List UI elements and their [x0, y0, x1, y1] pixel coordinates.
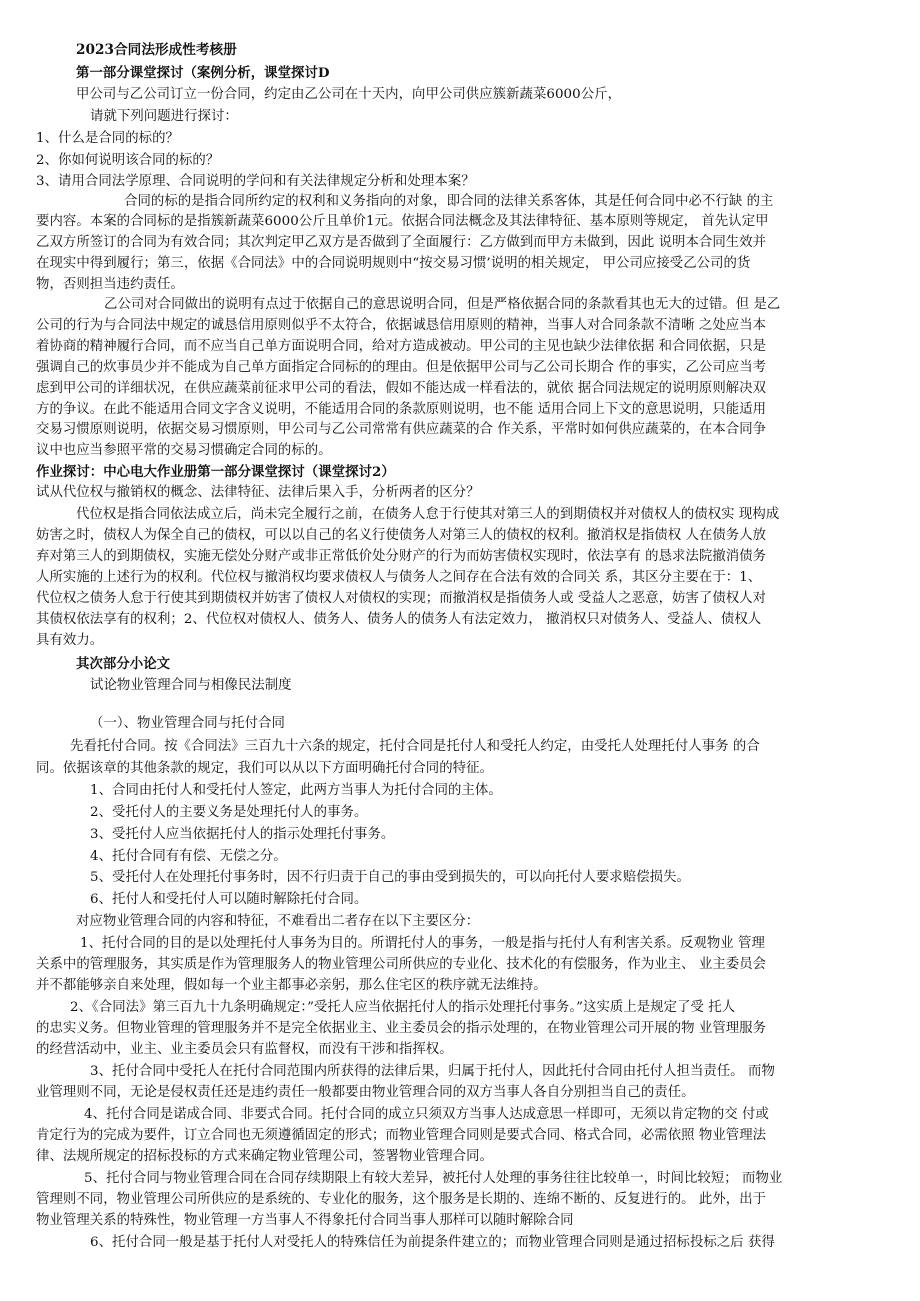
feature-item: 1、合同由托付人和受托付人签定，此两方当事人为托付合同的主体。	[90, 783, 502, 798]
question-item: 1、什么是合同的标的？	[36, 131, 179, 146]
diff4-line: 4、托付合同是诺成合同、非要式合同。托付合同的成立只须双方当事人达成意思一样即可，无须以肯定物的交 付或	[84, 1107, 769, 1122]
diff1-line: 关系中的管理服务，其实质是作为管理服务人的物业管理公司所供应的专业化、技术化的有偿服务，作为业主、 业主委员会	[36, 957, 767, 972]
answer2-line: 虑到甲公司的详细状况，在供应蔬菜前征求甲公司的看法，假如不能达成一样看法的，就依 据合同法规定的说明原则解决双	[36, 381, 767, 396]
homework-answer-line: 代位权是指合同依法成立后，尚未完全履行之前，在债务人怠于行使其对第三人的到期债权并对债权人的债权实 现构成	[76, 507, 780, 522]
homework-answer-line: 其债权依法享有的权利；2、代位权对债权人、债务人、债务人的债务人有法定效力， 撤消权只对债务人、受益人、债权人	[36, 612, 762, 627]
homework-answer-line: 妨害之时，债权人为保全自己的债权，可以以自己的名义行使债务人对第三人的债权的权利。撤消权是指债权 人在债务人放	[36, 528, 767, 543]
answer1-line: 乙双方所签订的合同为有效合同；其次判定甲乙双方是否做到了全面履行：乙方做到而甲方未做到，因此 说明本合同生效并	[36, 235, 767, 250]
diff4-line: 律、法规所规定的招标投标的方式来确定物业管理公司，签署物业管理合同。	[36, 1149, 493, 1164]
homework-heading: 作业探讨：中心电大作业册第一部分课堂探讨（课堂探讨2）	[36, 464, 395, 480]
feature-item: 6、托付人和受托付人可以随时解除托付合同。	[90, 892, 368, 907]
part1-heading: 第一部分课堂探讨（案例分析，课堂探讨D	[76, 65, 330, 81]
answer2-line: 强调自己的炊事员少并不能成为自己单方面指定合同标的的理由。但是依据甲公司与乙公司长期合 作的事实，乙公司应当考	[36, 360, 767, 375]
answer1-line: 物，否则担当违约责任。	[36, 277, 184, 292]
homework-answer-line: 弃对第三人的到期债权，实施无偿处分财产或非正常低价处分财产的行为而妨害债权实现时，依法享有 的恳求法院撤消债务	[36, 549, 767, 564]
intro-line: 同。依据该章的其他条款的规定，我们可以从以下方面明确托付合同的特征。	[36, 761, 493, 776]
answer1-line: 合同的标的是指合同所约定的权利和义务指向的对象，即合同的法律关系客体，其是任何合同中必不行缺 的主	[124, 194, 774, 209]
diff5-line: 5、托付合同与物业管理合同在合同存续期限上有较大差异，被托付人处理的事务往往比较单一，时间比较短； 而物业	[84, 1171, 783, 1186]
case-text: 甲公司与乙公司订立一份合同，约定由乙公司在十天内，向甲公司供应簇新蔬菜6000公斤，	[76, 87, 622, 102]
feature-item: 2、受托付人的主要义务是处理托付人的事务。	[90, 805, 368, 820]
section1-title: （一）、物业管理合同与托付合同	[90, 716, 285, 731]
answer2-line: 公司的行为与合同法中规定的诚恳信用原则似乎不太符合，依据诚恳信用原则的精神，当事人对合同条款不清晰 之处应当本	[36, 318, 767, 333]
diff3-line: 3、托付合同中受托人在托付合同范围内所获得的法律后果，归属于托付人，因此托付合同由托付人担当责任。 而物	[90, 1064, 775, 1079]
diff5-line: 管理则不同，物业管理公司所供应的是系统的、专业化的服务，这个服务是长期的、连绵不断的、反复进行的。 此外，出于	[36, 1192, 767, 1207]
answer1-line: 要内容。本案的合同标的是指簇新蔬菜6000公斤且单价1元。依据合同法概念及其法律特征、基本原则等规定， 首先认定甲	[36, 214, 769, 229]
homework-answer-line: 代位权之债务人怠于行使其到期债权并妨害了债权人对债权的实现；而撤消权是指债务人或 受益人之恶意，妨害了债权人对	[36, 591, 767, 606]
diff2-line: 的忠实义务。但物业管理的管理服务并不是完全依据业主、业主委员会的指示处理的，在物业管理公司开展的物 业管理服务	[36, 1021, 767, 1036]
essay-title: 试论物业管理合同与相像民法制度	[90, 678, 292, 693]
diff1-line: 1、托付合同的目的是以处理托付人事务为目的。所谓托付人的事务，一般是指与托付人有利害关系。反观物业 管理	[80, 936, 765, 951]
case-text: 请就下列问题进行探讨：	[90, 109, 238, 124]
homework-question: 试从代位权与撤销权的概念、法律特征、法律后果入手，分析两者的区分？	[36, 485, 480, 500]
answer2-line: 乙公司对合同做出的说明有点过于依据自己的意思说明合同，但是严格依据合同的条款看其也无大的过错。但 是乙	[104, 297, 781, 312]
feature-item: 3、受托付人应当依据托付人的指示处理托付事务。	[90, 827, 395, 842]
answer2-line: 交易习惯原则说明，依据交易习惯原则，甲公司与乙公司常常有供应蔬菜的合 作关系，平常时如何供应蔬菜的，在本合同争	[36, 422, 767, 437]
diff3-line: 业管理则不同，无论是侵权责任还是违约责任一般都要由物业管理合同的双方当事人各自分别担当自己的责任。	[36, 1085, 695, 1100]
answer2-line: 方的争议。在此不能适用合同文字含义说明，不能适用合同的条款原则说明，也不能 适用合同上下文的意思说明，只能适用	[36, 402, 767, 417]
homework-answer-line: 具有效力。	[36, 633, 104, 648]
diff2-line: 的经营活动中，业主、业主委员会只有监督权，而没有干涉和指挥权。	[36, 1042, 453, 1057]
diff6-line: 6、托付合同一般是基于托付人对受托人的特殊信任为前提条件建立的；而物业管理合同则是通过招标投标之后 获得	[90, 1235, 775, 1250]
document-title: 2023合同法形成性考核册	[76, 42, 237, 58]
question-item: 2、你如何说明该合同的标的？	[36, 153, 220, 168]
part2-heading: 其次部分小论文	[76, 656, 171, 672]
answer2-line: 着协商的精神履行合同，而不应当自己单方面说明合同，给对方造成被动。甲公司的主见也缺少法律依据 和合同依据，只是	[36, 339, 767, 354]
homework-answer-line: 人所实施的上述行为的权利。代位权与撤消权均要求债权人与债务人之间存在合法有效的合同关 系，其区分主要在于：1、	[36, 570, 762, 585]
intro-line: 先看托付合同。按《合同法》三百九十六条的规定，托付合同是托付人和受托人约定，由受托人处理托付人事务 的合	[70, 739, 760, 754]
feature-item: 4、托付合同有有偿、无偿之分。	[90, 849, 287, 864]
diff4-line: 肯定行为的完成为要件，订立合同也无须遵循固定的形式；而物业管理合同则是要式合同、格式合同，必需依照 物业管理法	[36, 1128, 767, 1143]
diff5-line: 物业管理关系的特殊性，物业管理一方当事人不得象托付合同当事人那样可以随时解除合同	[36, 1213, 574, 1228]
diff2-line: 2、《合同法》第三百九十九条明确规定：”受托人应当依据托付人的指示处理托付事务。”这实质上是规定了受 托人	[70, 1000, 736, 1015]
answer1-line: 在现实中得到履行；第三，依据《合同法》中的合同说明规则中“按交易习惯’说明的相关规定， 甲公司应接受乙公司的货	[36, 256, 751, 271]
answer2-line: 议中也应当参照平常的交易习惯确定合同的标的。	[36, 443, 332, 458]
compare-intro: 对应物业管理合同的内容和特征，不难看出二者存在以下主要区分：	[76, 914, 480, 929]
diff1-line: 并不都能够亲自来处理，假如每一个业主都事必亲躬，那么住宅区的秩序就无法维持。	[36, 978, 547, 993]
question-item: 3、请用合同法学原理、合同说明的学问和有关法律规定分析和处理本案？	[36, 174, 475, 189]
feature-item: 5、受托付人在处理托付事务时，因不行归责于自己的事由受到损失的，可以向托付人要求赔偿损失。	[90, 870, 690, 885]
